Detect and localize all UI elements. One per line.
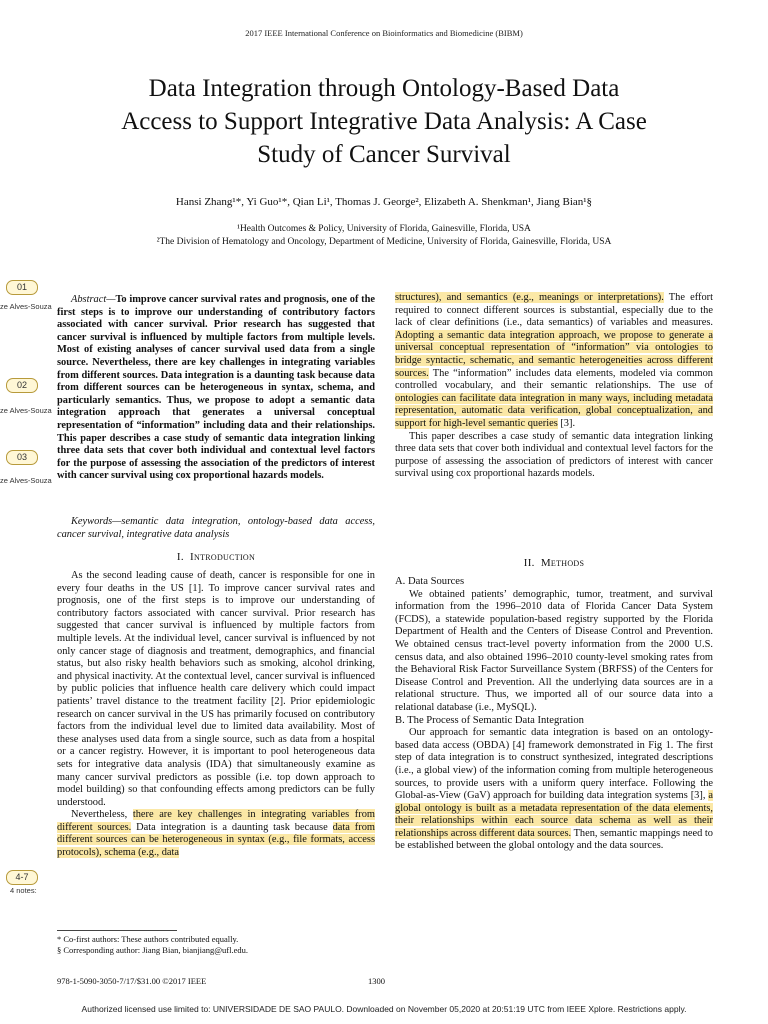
- methods-paragraph-a: We obtained patients’ demographic, tumor, treatment, and survival information from the 1996–2010 data of Florida Cancer Data System (FCDS), a statewide population-based registry supported by the Florida Department of Health and the Centers of Disease Control and Prevention. We obtained census tract-level poverty information from the 2000 U.S. census data, and also obtained 1996–2010 county-level smoking rates from the Behavioral Risk Factor Surveillance System (BRFSS) of the Centers for Disease Control and Prevention. All the underlying data sources are in a relational structure. Thus, we imported all of our source data into a relational database (i.e., MySQL).: [395, 588, 713, 713]
- right-paragraph-1: structures), and semantics (e.g., meanings or interpretations). The effort required to connect different sources is substantial, especially due to the lack of clear definitions (i.e., data semantics) of variables and measures. Adopting a semantic data integration approach, we propose to generate a universal conceptual representation of “information” via ontologies to bridge syntactic, schematic, and semantic heterogeneities across different sources. The “information” includes data elements, modeled via common controlled vocabulary, and their semantic relationships. The use of ontologies can facilitate data integration in many ways, including metadata representation, automatic data verification, global conceptualization, and support for high-level semantic queries [3].: [395, 292, 713, 429]
- methods-body: [395, 576, 713, 853]
- note-author: ze Alves-Souza: [0, 302, 52, 311]
- keywords-text: semantic data integration, ontology-based data access, cancer survival, integrative data analysis: [57, 516, 375, 540]
- notes-count-label: 4 notes:: [10, 886, 37, 895]
- footnote-1: * Co-first authors: These authors contributed equally.: [57, 934, 239, 944]
- abstract: [57, 294, 375, 483]
- intro-paragraph-1: As the second leading cause of death, cancer is responsible for one in every four deaths in the US [1]. To improve cancer survival rates and prognosis, one of the first steps is to improve our understanding of contributory factors associated with cancer survival. Prior research has suggested that cancer survival is influenced by multiple factors from multiple levels. At the individual level, cancer survival is influenced by not only cancer stage of diagnosis and treatment, demographics, and financial status, but also risky health behaviors such as smoking, alcohol drinking, and physical inactivity. At the contextual level, cancer survival is influenced by public policies that influence health care delivery which could impact patients’ travel distance to the treatment facility [2]. Prior epidemiologic research on cancer survival in the US has primarily focused on contributory factors from the individual level due to limited data availability. Most of these analyses used data from a single source, such as data from a hospital or a cancer registry. However, it is important to pool heterogeneous data sets for integrative data analysis (IDA) that simultaneously examine as many cancer survival predictors as possible (i.e. top down approach to model building) so that confounding effects among predictors can be fully understood.: [57, 570, 375, 808]
- section-number: I.: [176, 551, 184, 563]
- conference-header: 2017 IEEE International Conference on Bioinformatics and Biomedicine (BIBM): [245, 28, 523, 38]
- highlight[interactable]: data from different sources can be heterogeneous in syntax (e.g., file formats, access protocols), schema (e.g., data: [57, 821, 375, 859]
- note-author: ze Alves-Souza: [0, 476, 52, 485]
- footer-isbn: 978-1-5090-3050-7/17/$31.00 ©2017 IEEE: [57, 976, 207, 986]
- highlight[interactable]: a global ontology is built as a metadata representation of the data elements, their relationships within each source data schema as well as their relationships across different data sources.: [395, 790, 713, 839]
- note-marker-4-7[interactable]: 4-7: [6, 870, 38, 885]
- abstract-label: Abstract—: [71, 294, 116, 305]
- section-heading-methods: [395, 557, 713, 569]
- section-heading-introduction: [57, 551, 375, 563]
- subsection-a-heading: A. Data Sources: [395, 576, 465, 587]
- footnote-2: § Corresponding author: Jiang Bian, bianjiang@ufl.edu.: [57, 945, 249, 955]
- subsection-b-heading: B. The Process of Semantic Data Integration: [395, 714, 584, 726]
- author-list: Hansi Zhang¹*, Yi Guo¹*, Qian Li¹, Thomas J. George², Elizabeth A. Shenkman¹, Jiang Bian¹§: [175, 196, 593, 208]
- title-line: Study of Cancer Survival: [257, 141, 511, 168]
- section-title: Methods: [540, 557, 585, 569]
- affiliation-1: ¹Health Outcomes & Policy, University of Florida, Gainesville, Florida, USA: [237, 224, 531, 234]
- highlight[interactable]: structures), and semantics (e.g., meanings or interpretations).: [395, 292, 664, 303]
- section-number: II.: [523, 557, 535, 569]
- methods-paragraph-b: Our approach for semantic data integration is based on an ontology-based data access (OBDA) [4] framework demonstrated in Fig 1. The first step of data integration is to construct synthesized, integrated descriptions (i.e., a global view) of the information coming from multiple heterogeneous sources, to provide users with a uniform query interface. Following the Global-as-View (GaV) approach for building data integration systems [3], a global ontology is built as a metadata representation of the data elements, their relationships within each source data schema as well as their relationships across different data sources. Then, semantic mappings need to be established between the global ontology and the data sources.: [395, 727, 713, 852]
- note-marker-02[interactable]: 02: [6, 378, 38, 393]
- paper-title: [40, 72, 728, 171]
- footnote-rule: [57, 930, 177, 931]
- note-marker-01[interactable]: 01: [6, 280, 38, 295]
- highlight[interactable]: ontologies can facilitate data integration in many ways, including metadata representation, automatic data verification, global conceptualization, and support for high-level semantic queries: [395, 392, 713, 429]
- page-number: 1300: [368, 976, 385, 986]
- title-line: Data Integration through Ontology-Based Data: [148, 75, 620, 102]
- intro-paragraph-2: Nevertheless, there are key challenges in integrating variables from different sources. Data integration is a daunting task because data from different sources can be heterogeneous in syntax (e.g., file formats, access protocols), schema (e.g., data: [57, 809, 375, 859]
- intro-body: [57, 570, 375, 860]
- keywords-label: Keywords—: [71, 516, 122, 527]
- note-author: ze Alves-Souza: [0, 406, 52, 415]
- note-marker-03[interactable]: 03: [6, 450, 38, 465]
- affiliation-2: ²The Division of Hematology and Oncology, Department of Medicine, University of Florida, Gainesville, Florida, USA: [156, 237, 612, 247]
- right-column-body: [395, 292, 713, 481]
- highlight[interactable]: there are key challenges in integrating variables from different sources.: [57, 809, 375, 833]
- authorized-use-notice: Authorized licensed use limited to: UNIVERSIDADE DE SAO PAULO. Downloaded on November 05,2020 at 20:51:19 UTC from IEEE Xplore. Restrictions apply.: [81, 1004, 687, 1014]
- keywords: [57, 516, 375, 541]
- abstract-text: To improve cancer survival rates and prognosis, one of the first steps is to improve our understanding of contributory factors associated with cancer survival. Prior research has suggested that cancer survival is influenced by multiple factors from multiple levels. Most of existing analyses of cancer survival used data from a single source. Nevertheless, there are key challenges in integrating variables from different sources. Data integration is a daunting task because data from different sources can be heterogeneous in syntax, schema, and particularly semantics. Thus, we propose to adopt a semantic data integration approach that generates a universal conceptual representation of “information” including data and their relationships. This paper describes a case study of semantic data integration linking three data sets that cover both individual and contextual level factors for the purpose of assessing the association of the predictors of interest with cancer survival using cox proportional hazards models.: [57, 294, 375, 482]
- title-line: Access to Support Integrative Data Analysis: A Case: [121, 108, 647, 135]
- highlight[interactable]: Adopting a semantic data integration approach, we propose to generate a universal conceptual representation of “information” via ontologies to bridge syntactic, schematic, and semantic heterogeneities across different sources.: [395, 329, 713, 379]
- right-paragraph-2: This paper describes a case study of semantic data integration linking three data sets that cover both individual and contextual level factors for the purpose of assessing the association of predictors of interest with cancer survival using cox proportional hazards models.: [395, 430, 713, 480]
- section-title: Introduction: [190, 551, 256, 563]
